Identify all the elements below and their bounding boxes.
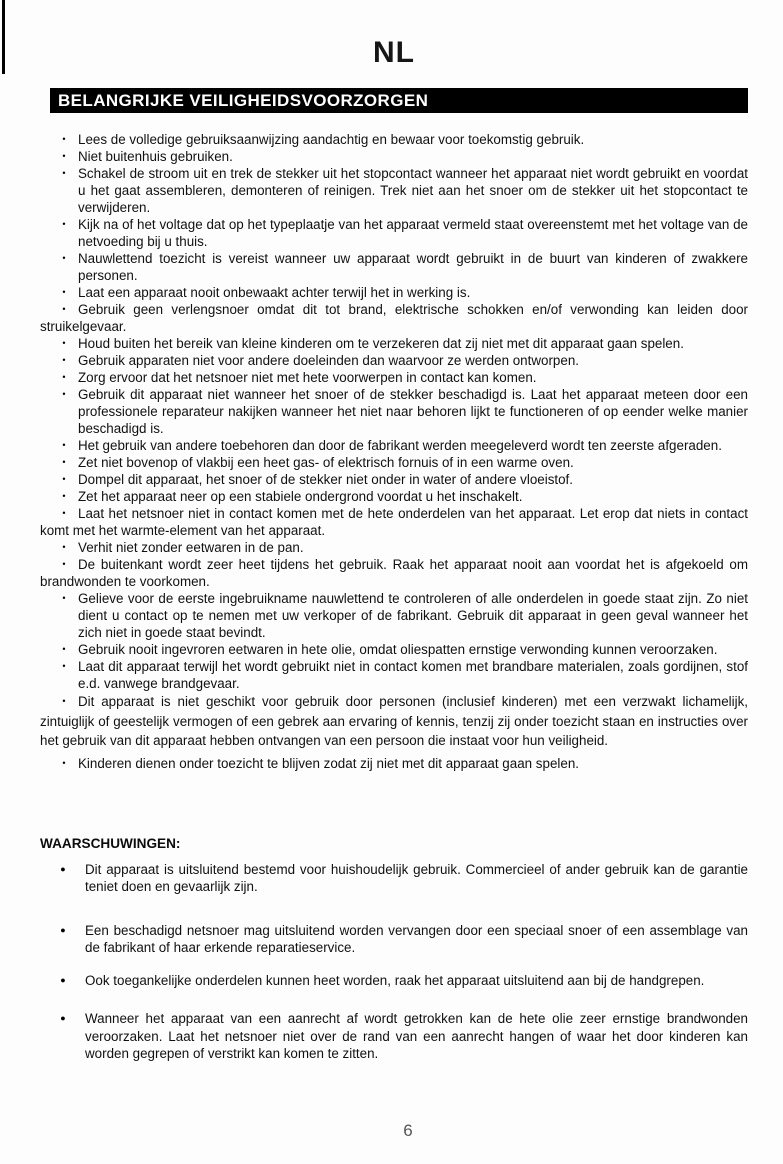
bullet-icon: ● [60, 863, 66, 874]
bullet-icon: • [62, 696, 66, 706]
bullet-icon: • [62, 253, 66, 263]
bullet-icon: ● [60, 974, 66, 985]
list-item-text: Laat een apparaat nooit onbewaakt achter terwijl het in werking is. [78, 285, 471, 300]
bullet-icon: • [62, 542, 66, 552]
bullet-icon: • [62, 338, 66, 348]
list-item-text: Dompel dit apparaat, het snoer of de stekker niet onder in water of andere vloeistof. [78, 472, 573, 487]
bullet-icon: • [62, 474, 66, 484]
list-item-text: Kijk na of het voltage dat op het typeplaatje van het apparaat vermeld staat overeenstemt met het voltage van de netvoeding bij u thuis. [78, 217, 748, 249]
list-item [40, 335, 748, 352]
list-item-text: Het gebruik van andere toebehoren dan door de fabrikant werden meegeleverd wordt ten zeerste afgeraden. [78, 438, 722, 453]
list-item-text: Verhit niet zonder eetwaren in de pan. [78, 540, 304, 555]
list-item [40, 454, 748, 471]
list-item-text: Schakel de stroom uit en trek de stekker uit het stopcontact wanneer het apparaat niet wordt gebruikt en voordat u het gaat assembleren, demonteren of reinigen. Trek niet aan het snoer om de stekker uit het stopcontact te verwijderen. [78, 166, 748, 215]
list-item [40, 369, 748, 386]
bullet-icon: • [62, 559, 66, 569]
list-item [40, 590, 748, 641]
warning-item [40, 972, 748, 990]
list-item [40, 658, 748, 692]
list-item-text: Zet niet bovenop of vlakbij een heet gas- of elektrisch fornuis of in een warme oven. [78, 455, 574, 470]
list-item [40, 131, 748, 148]
list-item [40, 488, 748, 505]
list-item-text: Lees de volledige gebruiksaanwijzing aandachtig en bewaar voor toekomstig gebruik. [78, 132, 585, 147]
bullet-icon: • [62, 134, 66, 144]
list-item [40, 301, 748, 335]
language-title: NL [373, 36, 415, 69]
bullet-icon: • [62, 644, 66, 654]
list-item-text: Laat het netsnoer niet in contact komen met de hete onderdelen van het apparaat. Let erop dat niets in contact komt met het warmte-element van het apparaat. [40, 506, 748, 538]
warnings-list [40, 861, 748, 1063]
section-header-bar [50, 88, 748, 113]
list-item [40, 471, 748, 488]
list-item-text: Gelieve voor de eerste ingebruikname nauwlettend te controleren of alle onderdelen in goede staat zijn. Zo niet dient u contact op te nemen met uw verkoper of de fabrikant. Gebruik dit apparaat in geen geval wanneer het zich niet in goede staat bevindt. [78, 591, 748, 640]
bullet-icon: • [62, 372, 66, 382]
page-number: 6 [403, 1121, 413, 1140]
bullet-icon: • [62, 355, 66, 365]
bullet-icon: • [62, 491, 66, 501]
list-item-text: Nauwlettend toezicht is vereist wanneer uw apparaat wordt gebruikt in de buurt van kinderen of zwakkere personen. [78, 251, 748, 283]
bullet-icon: • [62, 287, 66, 297]
list-item [40, 692, 748, 751]
bullet-icon: • [62, 457, 66, 467]
document-page [40, 0, 748, 1063]
list-item-text: Houd buiten het bereik van kleine kinderen om te verzekeren dat zij niet met dit apparaat gaan spelen. [78, 336, 684, 351]
bullet-icon: • [62, 508, 66, 518]
bullet-icon: • [62, 440, 66, 450]
list-item [40, 165, 748, 216]
bullet-icon: • [62, 304, 66, 314]
warning-item-text: Ook toegankelijke onderdelen kunnen heet worden, raak het apparaat uitsluitend aan bij de handgrepen. [85, 972, 705, 988]
list-item-text: De buitenkant wordt zeer heet tijdens het gebruik. Raak het apparaat nooit aan voordat het is afgekoeld om brandwonden te voorkomen. [40, 557, 748, 589]
bullet-icon: • [62, 219, 66, 229]
list-item-text: Gebruik nooit ingevroren eetwaren in hete olie, omdat oliespatten ernstige verwonding kunnen veroorzaken. [78, 642, 718, 657]
scan-artifact-line [2, 0, 5, 74]
warnings-section [40, 836, 748, 1063]
list-item [40, 352, 748, 369]
warning-item-text: Dit apparaat is uitsluitend bestemd voor huishoudelijk gebruik. Commercieel of ander gebruik kan de garantie teniet doen en gevaarlijk zijn. [85, 861, 748, 894]
bullet-icon: • [62, 151, 66, 161]
warning-item-text: Een beschadigd netsnoer mag uitsluitend worden vervangen door een speciaal snoer of een assemblage van de fabrikant of haar erkende reparatieservice. [85, 922, 748, 955]
warning-item [40, 861, 748, 896]
bullet-icon: • [62, 168, 66, 178]
list-item-text: Dit apparaat is niet geschikt voor gebruik door personen (inclusief kinderen) met een verzwakt lichamelijk, zintuiglijk of geestelijk vermogen of een gebrek aan ervaring of kennis, tenzij zij onder toezicht staan en instructies over het gebruik van dit apparaat hebben ontvangen van een persoon die instaat voor hun veiligheid. [40, 694, 748, 748]
list-item-text: Niet buitenhuis gebruiken. [78, 149, 233, 164]
safety-instructions-list [40, 131, 748, 772]
list-item-text: Gebruik dit apparaat niet wanneer het snoer of de stekker beschadigd is. Laat het apparaat meteen door een professionele reparateur nakijken wanneer het niet naar behoren lijkt te functioneren of op eender welke manier beschadigd is. [78, 387, 748, 436]
list-item-text: Kinderen dienen onder toezicht te blijven zodat zij niet met dit apparaat gaan spelen. [78, 755, 579, 771]
list-item [40, 437, 748, 454]
bullet-icon: • [62, 389, 66, 399]
bullet-icon: • [62, 757, 66, 768]
bullet-icon: • [62, 661, 66, 671]
list-item [40, 284, 748, 301]
list-item [40, 386, 748, 437]
list-item [40, 148, 748, 165]
list-item-text: Zorg ervoor dat het netsnoer niet met hete voorwerpen in contact kan komen. [78, 370, 537, 385]
list-item-text: Zet het apparaat neer op een stabiele ondergrond voordat u het inschakelt. [78, 489, 523, 504]
bullet-icon: ● [60, 924, 66, 935]
list-item [40, 216, 748, 250]
list-item [40, 755, 748, 772]
warning-item-text: Wanneer het apparaat van een aanrecht af wordt getrokken kan de hete olie zeer ernstige brandwonden veroorzaken. Laat het netsnoer niet over de rand van een aanrecht hangen of waar het door kinderen kan worden gegrepen of verstrikt kan komen te zitten. [85, 1011, 748, 1061]
list-item-text: Gebruik apparaten niet voor andere doeleinden dan waarvoor ze werden ontworpen. [78, 353, 579, 368]
list-item [40, 641, 748, 658]
list-item [40, 250, 748, 284]
bullet-icon: • [62, 593, 66, 603]
list-item [40, 539, 748, 556]
list-item [40, 556, 748, 590]
list-item-text: Laat dit apparaat terwijl het wordt gebruikt niet in contact komen met brandbare materialen, zoals gordijnen, stof e.d. vanwege brandgevaar. [78, 659, 748, 691]
warning-item [40, 1010, 748, 1063]
section-header-title: BELANGRIJKE VEILIGHEIDSVOORZORGEN [58, 91, 429, 110]
bullet-icon: ● [60, 1013, 66, 1023]
list-item [40, 505, 748, 539]
warnings-heading: WAARSCHUWINGEN: [40, 835, 181, 851]
warning-item [40, 922, 748, 957]
list-item-text: Gebruik geen verlengsnoer omdat dit tot brand, elektrische schokken en/of verwonding kan leiden door struikelgevaar. [40, 302, 748, 334]
